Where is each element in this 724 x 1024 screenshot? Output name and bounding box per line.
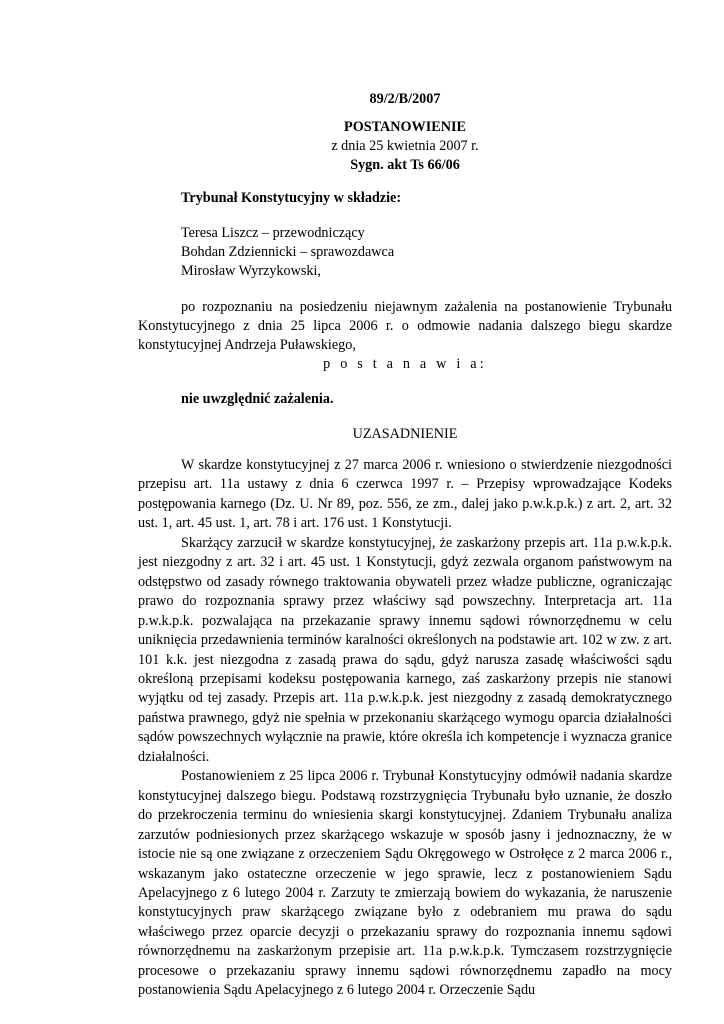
document-type: POSTANOWIENIE: [344, 119, 466, 135]
justification-paragraph: W skardze konstytucyjnej z 27 marca 2006 r. wniesiono o stwierdzenie niezgodności przepisu art. 11a ustawy z dnia 6 czerwca 1997 r. – Przepisy wprowadzające Kodeks postępowania karnego (Dz. U. Nr 89, poz. 556, ze zm., dalej jako p.w.k.p.k.) z art. 2, art. 32 ust. 1, art. 45 ust. 1, art. 78 i art. 176 ust. 1 Konstytucji.: [138, 457, 672, 532]
member-presiding: Teresa Liszcz – przewodniczący: [181, 225, 365, 241]
intro-paragraph: po rozpoznaniu na posiedzeniu niejawnym zażalenia na postanowienie Trybunału Konstytucyjnego z dnia 25 lipca 2006 r. o odmowie nadania dalszego biegu skardze konstytucyjnej Andrzeja Puławskiego,: [138, 299, 672, 354]
justification-body: [138, 456, 672, 1001]
case-signature: Sygn. akt Ts 66/06: [350, 157, 460, 173]
document-number: 89/2/B/2007: [369, 91, 441, 107]
decision-text: nie uwzględnić zażalenia.: [181, 391, 334, 407]
justification-paragraph: Postanowieniem z 25 lipca 2006 r. Trybunał Konstytucyjny odmówił nadania skardze konstytucyjnej dalszego biegu. Podstawą rozstrzygnięcia Trybunału było uznanie, że doszło do przekroczenia terminu do wniesienia skargi konstytucyjnej. Zdaniem Trybunału analiza zarzutów podniesionych przez skarżącego wskazuje w sposób jasny i jednoznaczny, że w istocie nie są one związane z orzeczeniem Sądu Okręgowego w Ostrołęce z 2 marca 2006 r., wskazanym jako ostateczne orzeczenie w jego sprawie, lecz z postanowieniem Sądu Apelacyjnego z 6 lutego 2004 r. Zarzuty te zmierzają bowiem do wykazania, że naruszenie konstytucyjnych praw skarżącego związane było z odebraniem mu prawa do sądu właściwego przez oparcie decyzji o przekazaniu sprawy do rozpoznania innemu sądowi równorzędnemu na zaskarżonym przepisie art. 11a p.w.k.p.k. Tymczasem rozstrzygnięcie procesowe o przekazaniu sprawy innemu sądowi równorzędnemu zapadło na mocy postanowienia Sądu Apelacyjnego z 6 lutego 2004 r. Orzeczenie Sądu: [138, 768, 672, 999]
decision-word: p o s t a n a w i a:: [323, 356, 487, 372]
document-date: z dnia 25 kwietnia 2007 r.: [331, 138, 479, 154]
member-third: Mirosław Wyrzykowski,: [181, 263, 321, 279]
justification-heading: UZASADNIENIE: [352, 426, 458, 442]
justification-paragraph: Skarżący zarzucił w skardze konstytucyjnej, że zaskarżony przepis art. 11a p.w.k.p.k. jest niezgodny z art. 32 i art. 45 ust. 1 Konstytucji, gdyż zezwala organom państwowym na odstępstwo od zasady równego traktowania obywateli przez władze publiczne, ograniczając prawo do rozpoznania sprawy przez właściwy sąd powszechny. Interpretacja art. 11a p.w.k.p.k. pozwalająca na przekazanie sprawy innemu sądowi równorzędnemu w celu uniknięcia przedawnienia terminów karalności określonych na podstawie art. 102 w zw. z art. 101 k.k. jest niezgodna z zasadą prawa do sądu, gdyż narusza zasadę właściwości sądu określoną przepisami kodeksu postępowania karnego, zaś zaskarżony przepis nie stanowi wyjątku od tej zasady. Przepis art. 11a p.w.k.p.k. jest niezgodny z zasadą demokratycznego państwa prawnego, gdyż nie spełnia w przekonaniu skarżącego wymogu oparcia działalności sądów powszechnych wyłącznie na prawie, które określa ich kompetencje i wyznacza granice działalności.: [138, 534, 672, 765]
tribunal-heading: Trybunał Konstytucyjny w składzie:: [181, 190, 402, 206]
member-rapporteur: Bohdan Zdziennicki – sprawozdawca: [181, 244, 395, 260]
